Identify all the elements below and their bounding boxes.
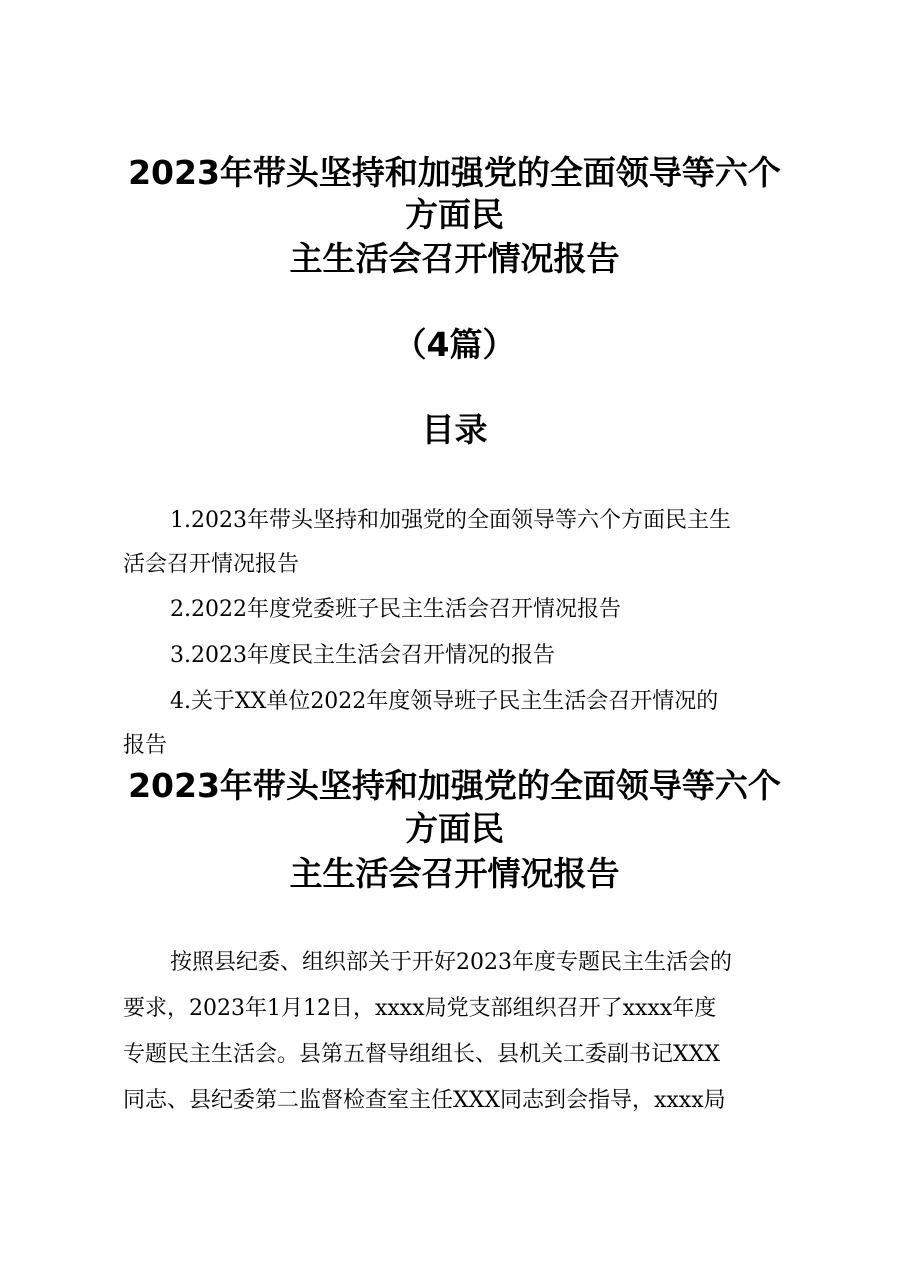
article-count: （4篇） xyxy=(393,325,516,364)
document-title-line-2: 方面民 xyxy=(405,195,504,234)
toc-item-1-line-2: 活会召开情况报告 xyxy=(123,552,300,577)
paragraph-line-1: 按照县纪委、组织部关于开好2023年度专题民主生活会的 xyxy=(170,950,732,975)
toc-item-4-line-2: 报告 xyxy=(123,733,168,758)
article-title xyxy=(0,768,909,892)
paragraph-line-4: 同志、县纪委第二监督检查室主任XXX同志到会指导，xxxx局 xyxy=(123,1088,726,1113)
paragraph-line-2: 要求，2023年1月12日，xxxx局党支部组织召开了xxxx年度 xyxy=(123,996,717,1021)
toc-heading: 目录 xyxy=(421,410,488,449)
article-title-line-2: 方面民 xyxy=(405,809,504,848)
toc-item-3-line-1: 3.2023年度民主生活会召开情况的报告 xyxy=(170,643,555,668)
paragraph-line-3: 专题民主生活会。县第五督导组组长、县机关工委副书记XXX xyxy=(123,1042,720,1067)
toc-item-4-line-1: 4.关于XX单位2022年度领导班子民主生活会召开情况的 xyxy=(170,689,719,714)
toc-item-1-line-1: 1.2023年带头坚持和加强党的全面领导等六个方面民主生 xyxy=(170,508,731,533)
article-title-line-3: 主生活会召开情况报告 xyxy=(289,854,620,893)
article-title-line-1: 2023年带头坚持和加强党的全面领导等六个 xyxy=(128,766,781,805)
document-title xyxy=(0,155,909,277)
document-title-line-1: 2023年带头坚持和加强党的全面领导等六个 xyxy=(128,153,781,192)
document-title-line-3: 主生活会召开情况报告 xyxy=(289,239,620,278)
toc-item-2-line-1: 2.2022年度党委班子民主生活会召开情况报告 xyxy=(170,597,621,622)
